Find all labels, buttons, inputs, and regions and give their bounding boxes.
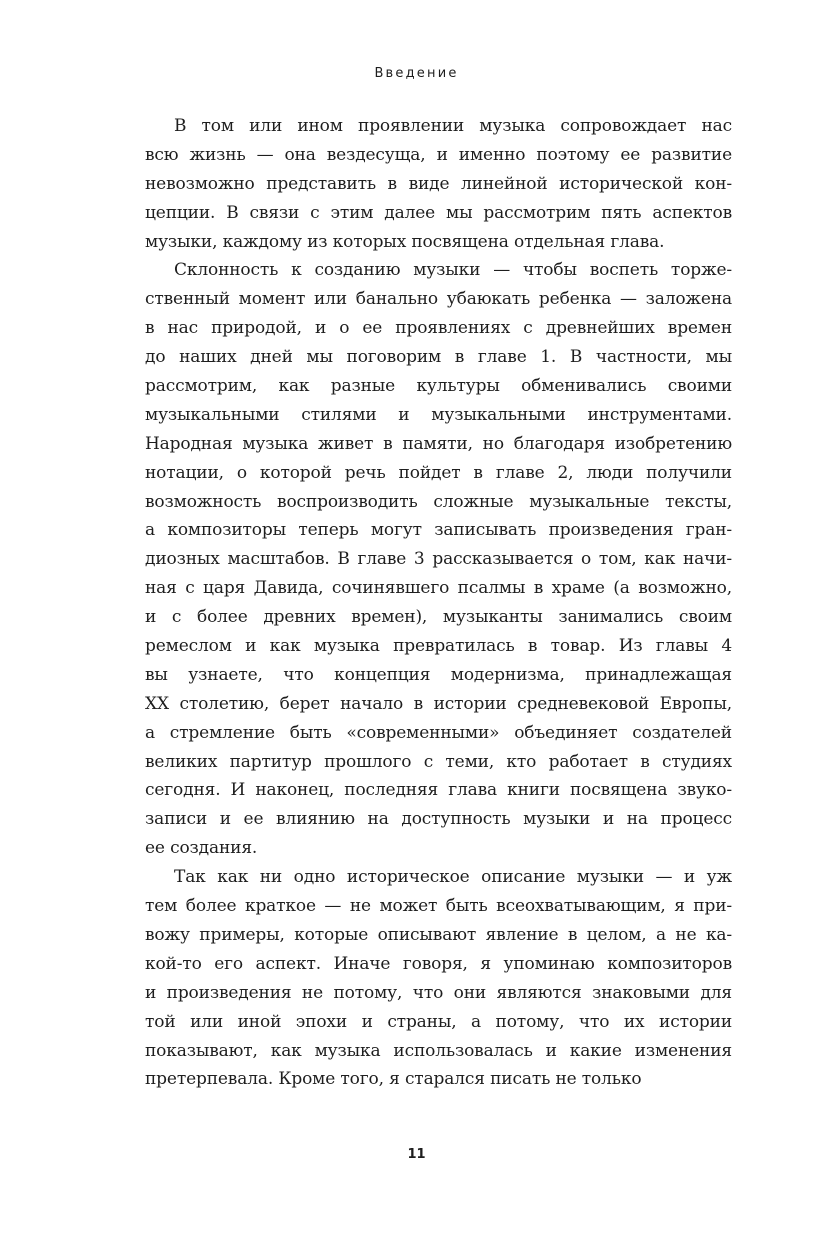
- text-line: тем более краткое — не может быть всеохватывающим, я при-: [145, 896, 732, 917]
- page-number: 11: [407, 1147, 426, 1162]
- text-line: невозможно представить в виде линейной исторической кон-: [145, 173, 732, 194]
- text-line: сегодня. И наконец, последняя глава книги посвящена звуко-: [145, 780, 732, 801]
- text-line: музыкальными стилями и музыкальными инструментами.: [145, 404, 732, 425]
- text-line: XX столетию, берет начало в истории средневековой Европы,: [145, 693, 732, 714]
- text-line: той или иной эпохи и страны, а потому, что их истории: [145, 1011, 732, 1032]
- text-line: музыки, каждому из которых посвящена отдельная глава.: [145, 231, 665, 252]
- text-line: всю жизнь — она вездесуща, и именно поэтому ее развитие: [145, 144, 732, 165]
- text-line: ная с царя Давида, сочинявшего псалмы в храме (а возможно,: [145, 578, 732, 599]
- text-line: и произведения не потому, что они являются знаковыми для: [145, 982, 732, 1003]
- paragraph: [145, 112, 732, 256]
- running-head: Введение: [374, 66, 459, 81]
- text-line: претерпевала. Кроме того, я старался писать не только: [145, 1069, 642, 1090]
- text-line: ремеслом и как музыка превратилась в товар. Из главы 4: [145, 636, 732, 657]
- text-line: возможность воспроизводить сложные музыкальные тексты,: [145, 491, 732, 512]
- paragraph: [145, 256, 732, 863]
- text-line: цепции. В связи с этим далее мы рассмотрим пять аспектов: [145, 202, 732, 223]
- text-line: а композиторы теперь могут записывать произведения гран-: [145, 520, 732, 541]
- text-line: записи и ее влиянию на доступность музыки и на процесс: [145, 809, 732, 830]
- text-line: ее создания.: [145, 838, 258, 859]
- text-line: до наших дней мы поговорим в главе 1. В частности, мы: [145, 347, 732, 368]
- text-line: ственный момент или банально убаюкать ребенка — заложена: [145, 289, 732, 310]
- text-line: кой-то его аспект. Иначе говоря, я упоминаю композиторов: [145, 953, 732, 974]
- text-line: рассмотрим, как разные культуры обменивались своими: [145, 376, 732, 397]
- text-line: и с более древних времен), музыканты занимались своим: [145, 607, 732, 628]
- text-line: вожу примеры, которые описывают явление в целом, а не ка-: [145, 924, 732, 945]
- text-line: вы узнаете, что концепция модернизма, принадлежащая: [145, 664, 732, 685]
- text-line: великих партитур прошлого с теми, кто работает в студиях: [145, 751, 732, 772]
- body-text: [145, 112, 732, 1094]
- text-line: Народная музыка живет в памяти, но благодаря изобретению: [145, 433, 732, 454]
- text-line: Так как ни одно историческое описание музыки — и уж: [174, 867, 732, 888]
- text-line: диозных масштабов. В главе 3 рассказывается о том, как начи-: [145, 549, 732, 570]
- text-line: показывают, как музыка использовалась и какие изменения: [145, 1040, 732, 1061]
- text-line: а стремление быть «современными» объединяет создателей: [145, 722, 732, 743]
- text-line: В том или ином проявлении музыка сопровождает нас: [174, 116, 732, 136]
- text-line: Склонность к созданию музыки — чтобы воспеть торже-: [174, 260, 732, 281]
- text-line: нотации, о которой речь пойдет в главе 2, люди получили: [145, 462, 732, 483]
- paragraph: [145, 863, 732, 1094]
- text-line: в нас природой, и о ее проявлениях с древнейших времен: [145, 318, 732, 339]
